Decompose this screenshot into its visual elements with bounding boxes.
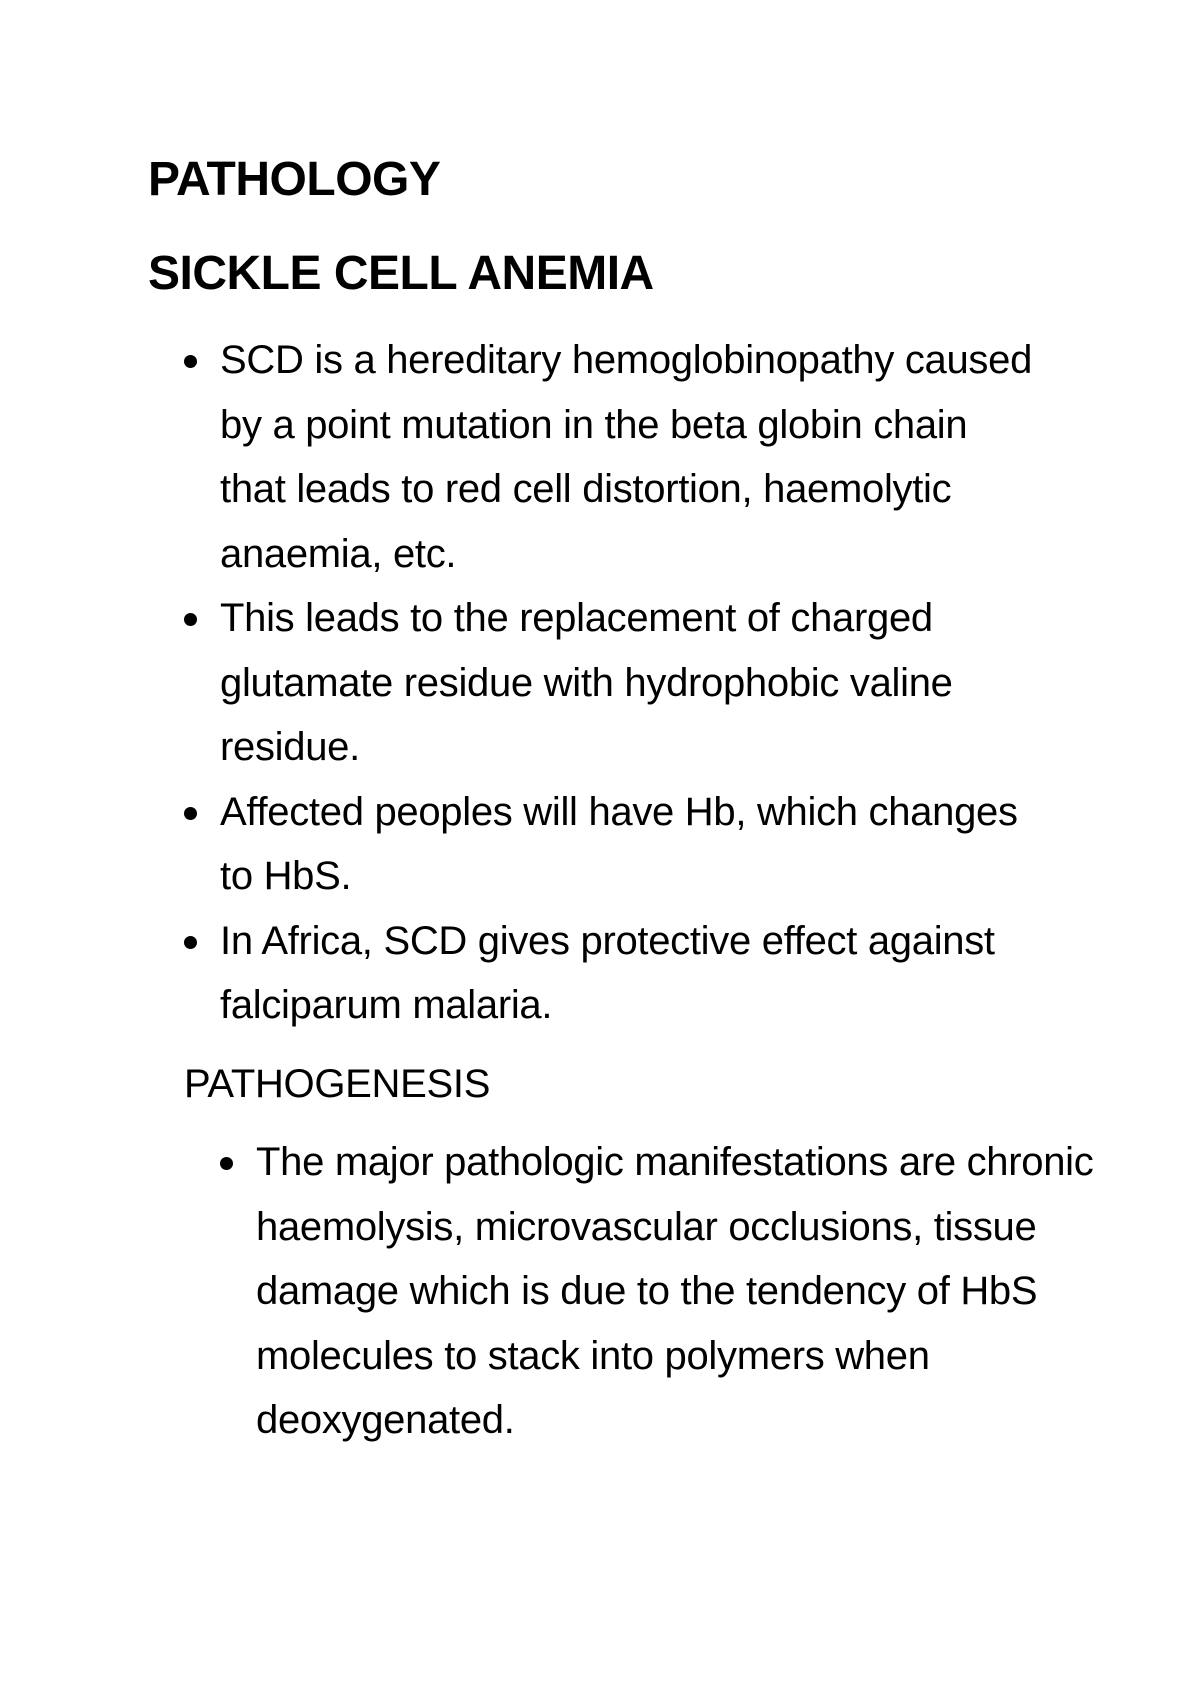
list-item-text: In Africa, SCD gives protective effect against falciparum malaria. bbox=[220, 918, 995, 1027]
bullet-icon bbox=[184, 807, 197, 820]
bullet-icon bbox=[220, 1157, 233, 1170]
list-item-text: SCD is a hereditary hemoglobinopathy caused by a point mutation in the beta globin chain that leads to red cell distortion, haemolytic anaemia, etc. bbox=[220, 338, 1033, 576]
list-item bbox=[182, 909, 1042, 1038]
list-item bbox=[218, 1130, 1098, 1453]
section-bullet-list bbox=[218, 1130, 1098, 1453]
list-item-text: Affected peoples will have Hb, which changes to HbS. bbox=[220, 789, 1018, 898]
list-item bbox=[182, 328, 1042, 586]
list-item-text: This leads to the replacement of charged glutamate residue with hydrophobic valine residue. bbox=[220, 596, 953, 769]
bullet-icon bbox=[184, 613, 197, 626]
page-title: PATHOLOGY bbox=[148, 153, 441, 206]
bullet-icon bbox=[184, 936, 197, 949]
list-item bbox=[182, 586, 1042, 780]
page-subtitle: SICKLE CELL ANEMIA bbox=[148, 247, 654, 300]
bullet-icon bbox=[184, 355, 197, 368]
bullet-list bbox=[182, 328, 1042, 1038]
list-item bbox=[182, 780, 1042, 909]
section-heading: PATHOGENESIS bbox=[184, 1062, 491, 1106]
list-item-text: The major pathologic manifestations are chronic haemolysis, microvascular occlusions, tissue damage which is due to the tendency of HbS molecules to stack into polymers when deoxygenated. bbox=[256, 1140, 1094, 1442]
